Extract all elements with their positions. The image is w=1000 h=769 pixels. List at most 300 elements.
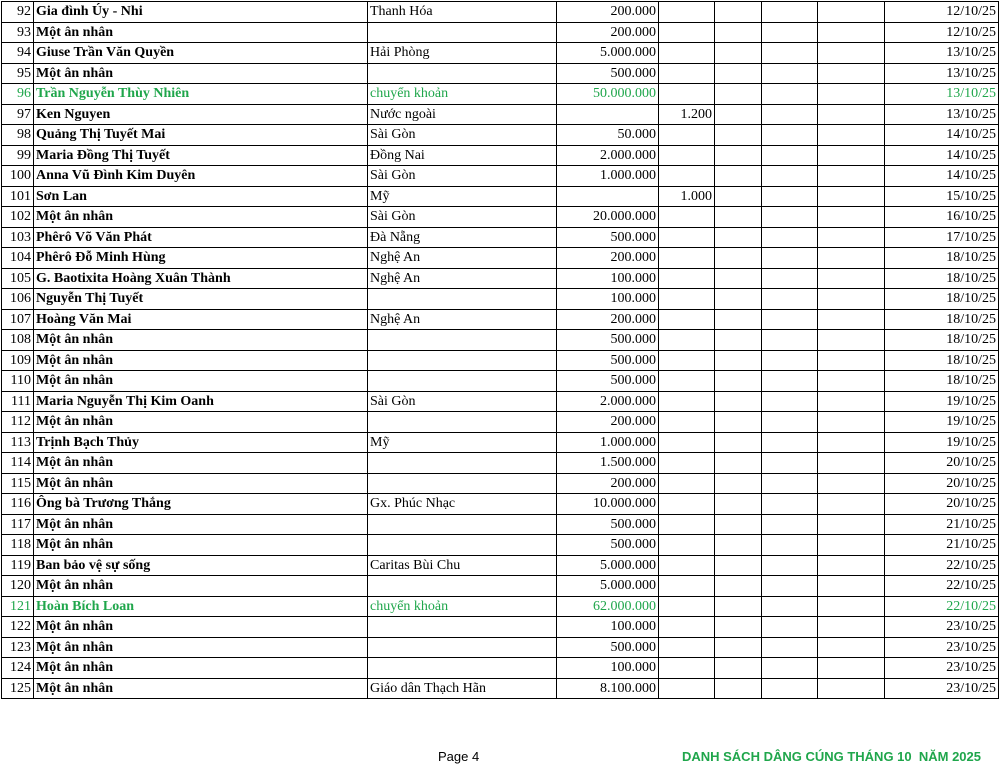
amount-vnd: 1.000.000 — [557, 432, 659, 453]
donor-name: Một ân nhân — [34, 330, 368, 351]
table-row — [2, 412, 999, 433]
empty-cell — [715, 432, 762, 453]
empty-cell — [762, 125, 818, 146]
empty-cell — [715, 391, 762, 412]
empty-cell — [762, 330, 818, 351]
empty-cell — [715, 207, 762, 228]
donor-name: Trịnh Bạch Thủy — [34, 432, 368, 453]
table-row — [2, 555, 999, 576]
row-number: 93 — [2, 22, 34, 43]
empty-cell — [818, 125, 885, 146]
empty-cell — [762, 309, 818, 330]
empty-cell — [818, 371, 885, 392]
empty-cell — [715, 514, 762, 535]
table-row — [2, 350, 999, 371]
donor-location: Nghệ An — [368, 248, 557, 269]
amount-vnd: 20.000.000 — [557, 207, 659, 228]
donation-table — [1, 1, 999, 699]
donor-location: Đồng Nai — [368, 145, 557, 166]
empty-cell — [818, 473, 885, 494]
row-number: 113 — [2, 432, 34, 453]
donor-name: Một ân nhân — [34, 535, 368, 556]
row-number: 121 — [2, 596, 34, 617]
amount-usd: 1.200 — [659, 104, 715, 125]
amount-usd — [659, 637, 715, 658]
empty-cell — [818, 248, 885, 269]
donation-date: 13/10/25 — [885, 43, 999, 64]
amount-vnd: 200.000 — [557, 473, 659, 494]
empty-cell — [818, 289, 885, 310]
empty-cell — [762, 43, 818, 64]
empty-cell — [715, 555, 762, 576]
donor-name: Ban bảo vệ sự sống — [34, 555, 368, 576]
row-number: 114 — [2, 453, 34, 474]
donation-date: 17/10/25 — [885, 227, 999, 248]
amount-usd — [659, 227, 715, 248]
amount-vnd: 200.000 — [557, 2, 659, 23]
amount-usd — [659, 514, 715, 535]
donor-name: Trần Nguyễn Thùy Nhiên — [34, 84, 368, 105]
amount-vnd: 500.000 — [557, 371, 659, 392]
donation-date: 19/10/25 — [885, 432, 999, 453]
empty-cell — [818, 637, 885, 658]
empty-cell — [715, 637, 762, 658]
amount-usd — [659, 84, 715, 105]
donor-name: Một ân nhân — [34, 63, 368, 84]
table-row — [2, 2, 999, 23]
empty-cell — [818, 207, 885, 228]
empty-cell — [715, 617, 762, 638]
empty-cell — [762, 104, 818, 125]
amount-usd — [659, 248, 715, 269]
donation-date: 18/10/25 — [885, 330, 999, 351]
donation-date: 14/10/25 — [885, 145, 999, 166]
amount-vnd: 500.000 — [557, 227, 659, 248]
donor-location — [368, 412, 557, 433]
table-row — [2, 43, 999, 64]
row-number: 116 — [2, 494, 34, 515]
table-row — [2, 207, 999, 228]
empty-cell — [715, 678, 762, 699]
amount-vnd: 5.000.000 — [557, 576, 659, 597]
empty-cell — [762, 596, 818, 617]
amount-usd — [659, 22, 715, 43]
donor-location: Gx. Phúc Nhạc — [368, 494, 557, 515]
donor-name: Một ân nhân — [34, 412, 368, 433]
row-number: 123 — [2, 637, 34, 658]
donor-location — [368, 350, 557, 371]
empty-cell — [762, 289, 818, 310]
table-row — [2, 432, 999, 453]
donor-location: Mỹ — [368, 432, 557, 453]
donation-date: 18/10/25 — [885, 309, 999, 330]
row-number: 110 — [2, 371, 34, 392]
donor-location: Đà Nẵng — [368, 227, 557, 248]
donation-date: 23/10/25 — [885, 658, 999, 679]
empty-cell — [762, 678, 818, 699]
empty-cell — [715, 494, 762, 515]
row-number: 108 — [2, 330, 34, 351]
amount-vnd: 100.000 — [557, 617, 659, 638]
table-row — [2, 453, 999, 474]
empty-cell — [818, 412, 885, 433]
empty-cell — [715, 2, 762, 23]
amount-usd — [659, 371, 715, 392]
empty-cell — [762, 268, 818, 289]
row-number: 94 — [2, 43, 34, 64]
amount-usd — [659, 391, 715, 412]
table-row — [2, 84, 999, 105]
row-number: 96 — [2, 84, 34, 105]
donor-location: Sài Gòn — [368, 391, 557, 412]
donation-date: 14/10/25 — [885, 166, 999, 187]
table-row — [2, 617, 999, 638]
table-row — [2, 166, 999, 187]
empty-cell — [762, 186, 818, 207]
empty-cell — [715, 289, 762, 310]
empty-cell — [818, 514, 885, 535]
donation-date: 22/10/25 — [885, 576, 999, 597]
donor-name: Ông bà Trương Thắng — [34, 494, 368, 515]
empty-cell — [715, 125, 762, 146]
row-number: 104 — [2, 248, 34, 269]
donor-location — [368, 617, 557, 638]
table-row — [2, 596, 999, 617]
empty-cell — [762, 432, 818, 453]
amount-vnd: 2.000.000 — [557, 391, 659, 412]
donor-name: Một ân nhân — [34, 678, 368, 699]
donor-location — [368, 637, 557, 658]
row-number: 103 — [2, 227, 34, 248]
table-row — [2, 371, 999, 392]
table-row — [2, 289, 999, 310]
donor-name: Anna Vũ Đình Kim Duyên — [34, 166, 368, 187]
donation-date: 21/10/25 — [885, 535, 999, 556]
amount-vnd: 5.000.000 — [557, 555, 659, 576]
donor-location: Nước ngoài — [368, 104, 557, 125]
donor-location: Sài Gòn — [368, 166, 557, 187]
empty-cell — [715, 535, 762, 556]
donation-date: 18/10/25 — [885, 268, 999, 289]
table-row — [2, 637, 999, 658]
table-row — [2, 268, 999, 289]
donor-location — [368, 514, 557, 535]
donor-location — [368, 535, 557, 556]
donor-name: Một ân nhân — [34, 576, 368, 597]
donor-location: Hải Phòng — [368, 43, 557, 64]
empty-cell — [762, 227, 818, 248]
empty-cell — [762, 207, 818, 228]
donation-date: 13/10/25 — [885, 63, 999, 84]
table-row — [2, 186, 999, 207]
empty-cell — [818, 84, 885, 105]
empty-cell — [715, 473, 762, 494]
empty-cell — [762, 658, 818, 679]
amount-usd — [659, 289, 715, 310]
empty-cell — [818, 43, 885, 64]
donation-date: 12/10/25 — [885, 22, 999, 43]
table-row — [2, 473, 999, 494]
donor-location: Nghệ An — [368, 268, 557, 289]
row-number: 119 — [2, 555, 34, 576]
amount-vnd — [557, 104, 659, 125]
amount-usd — [659, 268, 715, 289]
row-number: 118 — [2, 535, 34, 556]
empty-cell — [818, 309, 885, 330]
empty-cell — [715, 309, 762, 330]
row-number: 92 — [2, 2, 34, 23]
donation-date: 18/10/25 — [885, 248, 999, 269]
donor-location: Sài Gòn — [368, 125, 557, 146]
donor-location — [368, 289, 557, 310]
table-row — [2, 494, 999, 515]
donation-date: 18/10/25 — [885, 289, 999, 310]
amount-vnd — [557, 186, 659, 207]
amount-vnd: 500.000 — [557, 330, 659, 351]
donation-date: 23/10/25 — [885, 617, 999, 638]
donor-location — [368, 453, 557, 474]
row-number: 97 — [2, 104, 34, 125]
donation-date: 18/10/25 — [885, 371, 999, 392]
empty-cell — [818, 350, 885, 371]
donor-name: Một ân nhân — [34, 637, 368, 658]
row-number: 125 — [2, 678, 34, 699]
donor-name: Một ân nhân — [34, 514, 368, 535]
donation-date: 13/10/25 — [885, 104, 999, 125]
donor-name: Một ân nhân — [34, 658, 368, 679]
row-number: 117 — [2, 514, 34, 535]
donation-date: 13/10/25 — [885, 84, 999, 105]
empty-cell — [715, 63, 762, 84]
empty-cell — [715, 22, 762, 43]
amount-vnd: 100.000 — [557, 658, 659, 679]
empty-cell — [762, 350, 818, 371]
donor-name: Phêrô Võ Văn Phát — [34, 227, 368, 248]
amount-vnd: 500.000 — [557, 637, 659, 658]
row-number: 124 — [2, 658, 34, 679]
donor-name: Ken Nguyen — [34, 104, 368, 125]
empty-cell — [818, 268, 885, 289]
empty-cell — [818, 658, 885, 679]
donor-location: Nghệ An — [368, 309, 557, 330]
donor-name: G. Baotixita Hoàng Xuân Thành — [34, 268, 368, 289]
donor-name: Gia đình Úy - Nhi — [34, 2, 368, 23]
empty-cell — [818, 391, 885, 412]
amount-usd — [659, 350, 715, 371]
row-number: 107 — [2, 309, 34, 330]
empty-cell — [818, 678, 885, 699]
empty-cell — [715, 186, 762, 207]
donation-date: 15/10/25 — [885, 186, 999, 207]
row-number: 100 — [2, 166, 34, 187]
empty-cell — [762, 494, 818, 515]
empty-cell — [715, 412, 762, 433]
empty-cell — [762, 63, 818, 84]
amount-vnd: 50.000.000 — [557, 84, 659, 105]
amount-usd — [659, 555, 715, 576]
table-row — [2, 248, 999, 269]
amount-usd — [659, 473, 715, 494]
row-number: 98 — [2, 125, 34, 146]
row-number: 102 — [2, 207, 34, 228]
donor-location: Thanh Hóa — [368, 2, 557, 23]
donor-location — [368, 22, 557, 43]
empty-cell — [715, 350, 762, 371]
empty-cell — [818, 330, 885, 351]
empty-cell — [818, 576, 885, 597]
donation-date: 20/10/25 — [885, 473, 999, 494]
empty-cell — [715, 330, 762, 351]
row-number: 120 — [2, 576, 34, 597]
donor-location: chuyển khoản — [368, 84, 557, 105]
row-number: 105 — [2, 268, 34, 289]
amount-vnd: 62.000.000 — [557, 596, 659, 617]
amount-usd — [659, 453, 715, 474]
donor-location: Caritas Bùi Chu — [368, 555, 557, 576]
donation-date: 19/10/25 — [885, 391, 999, 412]
table-row — [2, 63, 999, 84]
empty-cell — [715, 166, 762, 187]
donation-date: 21/10/25 — [885, 514, 999, 535]
amount-vnd: 8.100.000 — [557, 678, 659, 699]
donor-name: Hoàn Bích Loan — [34, 596, 368, 617]
empty-cell — [818, 596, 885, 617]
empty-cell — [762, 473, 818, 494]
donor-name: Giuse Trần Văn Quyền — [34, 43, 368, 64]
empty-cell — [818, 104, 885, 125]
donor-name: Một ân nhân — [34, 350, 368, 371]
amount-usd — [659, 43, 715, 64]
amount-vnd: 5.000.000 — [557, 43, 659, 64]
row-number: 109 — [2, 350, 34, 371]
amount-usd — [659, 658, 715, 679]
empty-cell — [715, 145, 762, 166]
empty-cell — [715, 371, 762, 392]
empty-cell — [818, 63, 885, 84]
page-number: Page 4 — [438, 749, 480, 764]
donation-date: 20/10/25 — [885, 494, 999, 515]
donation-date: 16/10/25 — [885, 207, 999, 228]
empty-cell — [715, 453, 762, 474]
amount-vnd: 50.000 — [557, 125, 659, 146]
donation-date: 22/10/25 — [885, 555, 999, 576]
document-title: DANH SÁCH DÂNG CÚNG THÁNG 10 NĂM 2025 — [681, 749, 981, 764]
empty-cell — [762, 371, 818, 392]
donor-location — [368, 63, 557, 84]
empty-cell — [818, 227, 885, 248]
amount-vnd: 500.000 — [557, 514, 659, 535]
empty-cell — [715, 576, 762, 597]
empty-cell — [818, 2, 885, 23]
empty-cell — [818, 535, 885, 556]
donation-date: 23/10/25 — [885, 678, 999, 699]
amount-usd — [659, 596, 715, 617]
empty-cell — [818, 145, 885, 166]
donor-location: chuyển khoản — [368, 596, 557, 617]
donation-date: 23/10/25 — [885, 637, 999, 658]
donor-name: Một ân nhân — [34, 473, 368, 494]
empty-cell — [818, 617, 885, 638]
amount-vnd: 1.000.000 — [557, 166, 659, 187]
empty-cell — [762, 391, 818, 412]
donor-name: Sơn Lan — [34, 186, 368, 207]
amount-usd — [659, 207, 715, 228]
empty-cell — [762, 145, 818, 166]
amount-usd — [659, 678, 715, 699]
donor-name: Một ân nhân — [34, 453, 368, 474]
table-row — [2, 125, 999, 146]
empty-cell — [762, 84, 818, 105]
donor-name: Nguyễn Thị Tuyết — [34, 289, 368, 310]
amount-vnd: 200.000 — [557, 309, 659, 330]
row-number: 122 — [2, 617, 34, 638]
row-number: 112 — [2, 412, 34, 433]
table-row — [2, 22, 999, 43]
donor-name: Hoàng Văn Mai — [34, 309, 368, 330]
empty-cell — [818, 453, 885, 474]
empty-cell — [762, 514, 818, 535]
amount-usd — [659, 617, 715, 638]
amount-usd — [659, 309, 715, 330]
table-row — [2, 658, 999, 679]
row-number: 106 — [2, 289, 34, 310]
empty-cell — [762, 576, 818, 597]
donor-name: Một ân nhân — [34, 207, 368, 228]
donor-name: Quảng Thị Tuyết Mai — [34, 125, 368, 146]
amount-vnd: 1.500.000 — [557, 453, 659, 474]
row-number: 95 — [2, 63, 34, 84]
amount-vnd: 2.000.000 — [557, 145, 659, 166]
donor-name: Maria Đồng Thị Tuyết — [34, 145, 368, 166]
donation-date: 20/10/25 — [885, 453, 999, 474]
table-row — [2, 309, 999, 330]
empty-cell — [818, 186, 885, 207]
row-number: 101 — [2, 186, 34, 207]
donor-name: Một ân nhân — [34, 371, 368, 392]
donor-name: Một ân nhân — [34, 22, 368, 43]
amount-usd: 1.000 — [659, 186, 715, 207]
empty-cell — [762, 453, 818, 474]
amount-usd — [659, 2, 715, 23]
donor-name: Một ân nhân — [34, 617, 368, 638]
amount-usd — [659, 145, 715, 166]
table-row — [2, 104, 999, 125]
amount-usd — [659, 576, 715, 597]
empty-cell — [762, 637, 818, 658]
row-number: 111 — [2, 391, 34, 412]
table-row — [2, 227, 999, 248]
amount-vnd: 100.000 — [557, 268, 659, 289]
empty-cell — [818, 494, 885, 515]
empty-cell — [715, 596, 762, 617]
amount-usd — [659, 432, 715, 453]
donor-location — [368, 658, 557, 679]
amount-usd — [659, 63, 715, 84]
table-row — [2, 514, 999, 535]
donor-location: Giáo dân Thạch Hãn — [368, 678, 557, 699]
empty-cell — [762, 248, 818, 269]
empty-cell — [762, 555, 818, 576]
donor-location — [368, 371, 557, 392]
amount-vnd: 200.000 — [557, 248, 659, 269]
empty-cell — [818, 166, 885, 187]
empty-cell — [762, 2, 818, 23]
empty-cell — [762, 412, 818, 433]
amount-usd — [659, 166, 715, 187]
amount-vnd: 200.000 — [557, 412, 659, 433]
empty-cell — [715, 43, 762, 64]
donor-location: Sài Gòn — [368, 207, 557, 228]
